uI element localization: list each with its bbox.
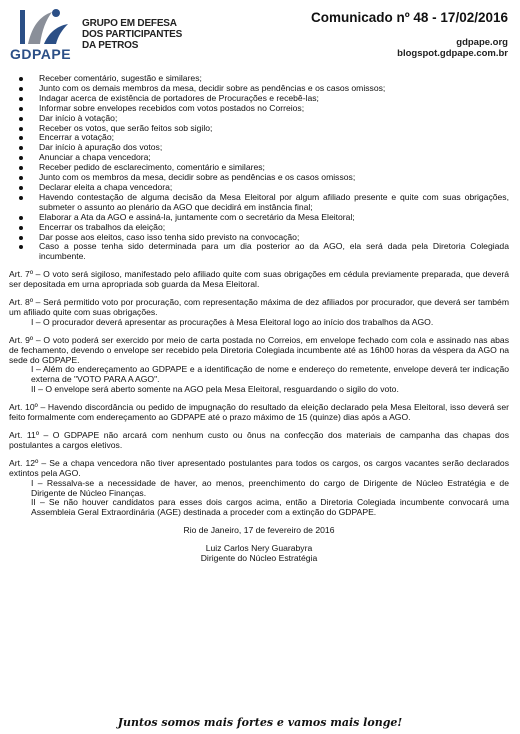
article-9-item-i: I – Além do endereçamento ao GDPAPE e a identificação de nome e endereço do remetente, envelope deverá ter indicação externa de "VOTO PARA A AGO". <box>31 364 509 385</box>
list-item: Junto com os demais membros da mesa, decidir sobre as pendências e os casos omissos; <box>39 84 509 94</box>
blog-link[interactable]: blogspot.gdpape.com.br <box>397 48 508 59</box>
list-item: Receber comentário, sugestão e similares; <box>39 74 509 84</box>
place-date: Rio de Janeiro, 17 de fevereiro de 2016 <box>183 525 335 536</box>
group-name-line: GRUPO EM DEFESA <box>82 18 177 29</box>
list-item: Dar início à votação; <box>39 114 509 124</box>
signatory-name: Luiz Carlos Nery Guarabyra <box>205 543 313 554</box>
list-item: Havendo contestação de alguma decisão da Mesa Eleitoral por algum afiliado presente e quite com suas obrigações, submeter o assunto ao plenário da AGO que decidirá em instância final; <box>39 191 509 212</box>
gdpape-logo-icon <box>6 6 76 50</box>
motto: Juntos somos mais fortes e vamos mais longe! <box>117 716 403 729</box>
article-11: Art. 11º – O GDPAPE não arcará com nenhum custo ou ônus na confecção dos materiais de campanha das chapas dos postulantes a cargos eletivos. <box>9 430 509 450</box>
list-item: Dar posse aos eleitos, caso isso tenha sido previsto na convocação; <box>39 233 509 243</box>
list-item: Indagar acerca de existência de portadores de Procurações e recebê-las; <box>39 94 509 104</box>
article-12-item-ii: II – Se não houver candidatos para esses dois cargos acima, então a Diretoria Colegiada incumbente convocará uma Assembleia Geral Extraordinária (AGE) destinada a proceder com a extinção do GDPAPE. <box>31 497 509 518</box>
document-body <box>9 74 509 564</box>
communique-title: Comunicado nº 48 - 17/02/2016 <box>310 10 508 25</box>
article-12: Art. 12º – Se a chapa vencedora não tiver apresentado postulantes para todos os cargos, os cargos vacantes serão declarados extintos pela AGO. <box>9 457 509 478</box>
signatory-role: Dirigente do Núcleo Estratégia <box>200 553 318 564</box>
list-item: Receber pedido de esclarecimento, comentário e similares; <box>39 163 509 173</box>
list-item: Encerrar os trabalhos da eleição; <box>39 223 509 233</box>
list-item: Encerrar a votação; <box>39 133 509 143</box>
article-9: Art. 9º – O voto poderá ser exercido por meio de carta postada no Correios, em envelope fechado com cola e assinado nas abas de fechamento, devendo o envelope ser recebido pela Diretoria Colegiada incumbente até as 16h00 horas da véspera da AGO na sede do GDPAPE. <box>9 334 509 365</box>
logo-wordmark: GDPAPE <box>10 46 72 62</box>
article-8: Art. 8º – Será permitido voto por procuração, com representação máxima de dez afiliados por procurador, que deverá ser também um afiliado quite com suas obrigações. <box>9 297 509 317</box>
group-name-line: DOS PARTICIPANTES <box>82 29 183 40</box>
list-item: Declarar eleita a chapa vencedora; <box>39 183 509 193</box>
article-8-item-i: I – O procurador deverá apresentar as procurações à Mesa Eleitoral logo ao início dos trabalhos da AGO. <box>31 316 434 327</box>
article-7: Art. 7º – O voto será sigiloso, manifestado pelo afiliado quite com suas obrigações em cédula previamente preparada, que deverá ser depositada em urna apropriada sob guarda da Mesa Eleitoral. <box>9 269 509 290</box>
list-item: Anunciar a chapa vencedora; <box>39 153 509 163</box>
list-item: Receber os votos, que serão feitos sob sigilo; <box>39 124 509 134</box>
letterhead <box>0 0 520 70</box>
group-name-line: DA PETROS <box>82 40 139 51</box>
list-item: Junto com os membros da mesa, decidir sobre as pendências e os casos omissos; <box>39 173 509 183</box>
list-item: Caso a posse tenha sido determinada para um dia posterior ao da AGO, ela será dada pela Diretoria Colegiada incumbente. <box>39 241 509 262</box>
bullet-list <box>9 74 509 262</box>
list-item: Dar início à apuração dos votos; <box>39 143 509 153</box>
group-name <box>82 18 182 51</box>
article-9-item-ii: II – O envelope será aberto somente na AGO pela Mesa Eleitoral, resguardando o sigilo do voto. <box>31 384 399 395</box>
list-item: Elaborar a Ata da AGO e assiná-la, juntamente com o secretário da Mesa Eleitoral; <box>39 213 509 223</box>
website-link[interactable]: gdpape.org <box>456 37 508 48</box>
article-10: Art. 10º – Havendo discordância ou pedido de impugnação do resultado da eleição declarado pela Mesa Eleitoral, isso deverá ser feito formalmente com endereçamento ao GDPAPE até o prazo máximo de 15 (quinze) dias após a AGO. <box>9 402 509 423</box>
article-12-item-i: I – Ressalva-se a necessidade de haver, ao menos, preenchimento do cargo de Dirigente de Núcleo Estratégia e de Dirigente de Núcleo Finanças. <box>31 477 509 498</box>
list-item: Informar sobre envelopes recebidos com votos postados no Correios; <box>39 104 509 114</box>
